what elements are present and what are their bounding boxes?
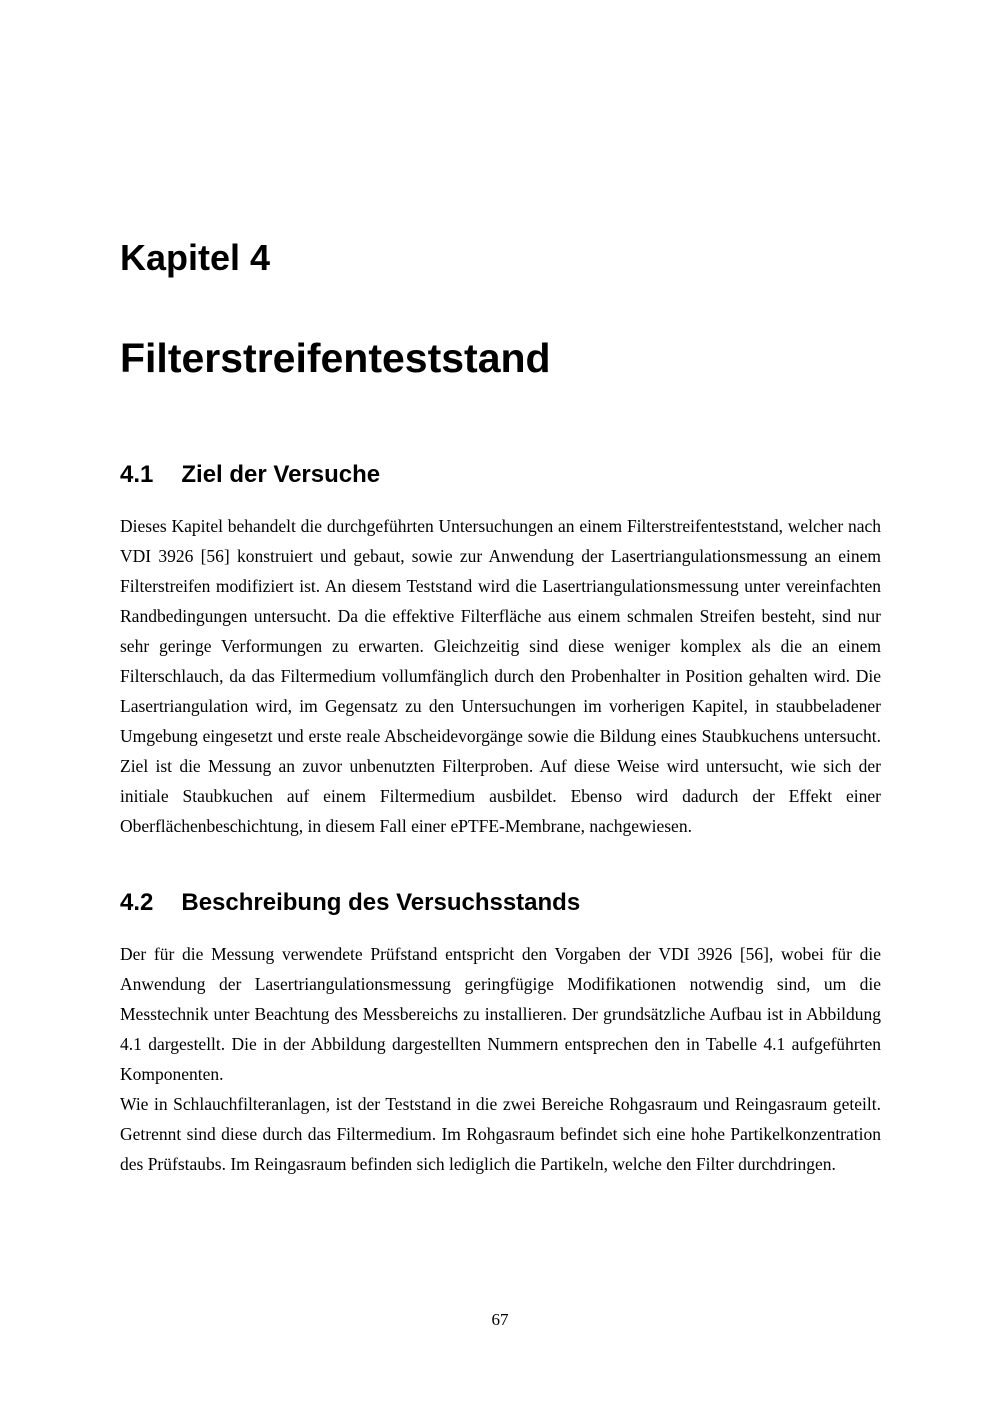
paragraph: Dieses Kapitel behandelt die durchgeführten Untersuchungen an einem Filterstreifenteststand, welcher nach VDI 3926 [56] konstruiert und gebaut, sowie zur Anwendung der Lasertriangulationsmessung an einem Filterstreifen modifiziert ist. An diesem Teststand wird die Lasertriangulationsmessung unter vereinfachten Randbedingungen untersucht. Da die effektive Filterfläche aus einem schmalen Streifen besteht, sind nur sehr geringe Verformungen zu erwarten. Gleichzeitig sind diese weniger komplex als die an einem Filterschlauch, da das Filtermedium vollumfänglich durch den Probenhalter in Position gehalten wird. Die Lasertriangulation wird, im Gegensatz zu den Untersuchungen im vorherigen Kapitel, in staubbeladener Umgebung eingesetzt und erste reale Abscheidevorgänge sowie die Bildung eines Staubkuchens untersucht. Ziel ist die Messung an zuvor unbenutzten Filterproben. Auf diese Weise wird untersucht, wie sich der initiale Staubkuchen auf einem Filtermedium ausbildet. Ebenso wird dadurch der Effekt einer Oberflächenbeschichtung, in diesem Fall einer ePTFE-Membrane, nachgewiesen. — [120, 516, 881, 836]
section-title-4-2: Beschreibung des Versuchsstands — [181, 889, 581, 916]
chapter-title: Filterstreifenteststand — [120, 335, 551, 381]
chapter-label: Kapitel 4 — [120, 237, 271, 278]
paragraph: Wie in Schlauchfilteranlagen, ist der Teststand in die zwei Bereiche Rohgasraum und Reingasraum geteilt. Getrennt sind diese durch das Filtermedium. Im Rohgasraum befindet sich eine hohe Partikelkonzentration des Prüfstaubs. Im Reingasraum befinden sich lediglich die Partikeln, welche den Filter durchdringen. — [120, 1094, 881, 1174]
section-body-4-2 — [120, 939, 881, 1179]
section-title-4-1: Ziel der Versuche — [181, 461, 381, 488]
section-number-4-1: 4.1 — [120, 461, 154, 488]
section-body-4-1 — [120, 511, 881, 841]
section-number-4-2: 4.2 — [120, 889, 154, 916]
paragraph: Der für die Messung verwendete Prüfstand entspricht den Vorgaben der VDI 3926 [56], wobei für die Anwendung der Lasertriangulationsmessung geringfügige Modifikationen notwendig sind, um die Messtechnik unter Beachtung des Messbereichs zu installieren. Der grundsätzliche Aufbau ist in Abbildung 4.1 dargestellt. Die in der Abbildung dargestellten Nummern entsprechen den in Tabelle 4.1 aufgeführten Komponenten. — [120, 944, 881, 1084]
section-heading-4-2 — [120, 891, 881, 915]
section-heading-4-1 — [120, 463, 881, 487]
page-number: 67 — [491, 1310, 509, 1329]
